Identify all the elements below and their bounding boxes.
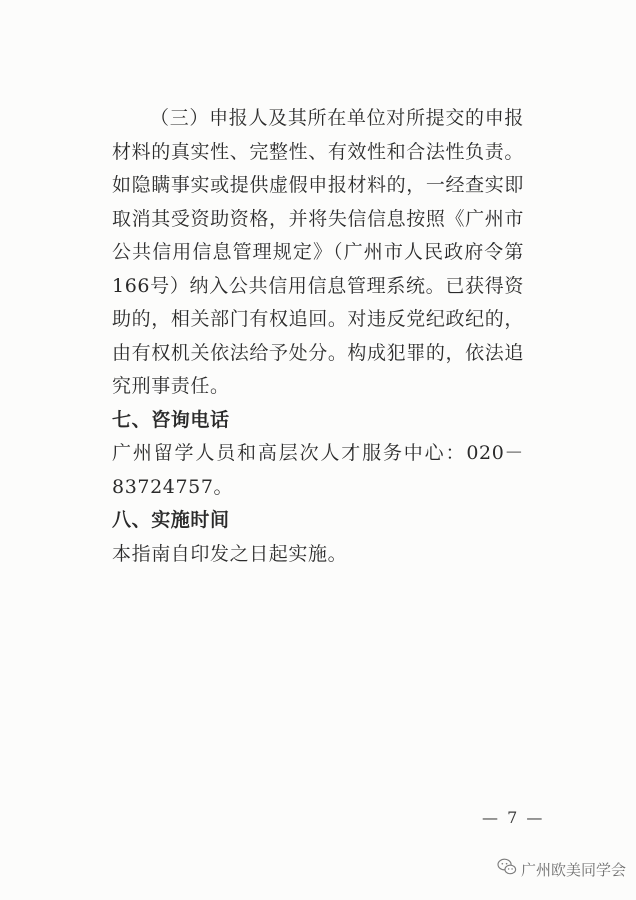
page-number: — 7 — [482,808,545,827]
document-body [112,102,524,571]
section-eight-text: 本指南自印发之日起实施。 [112,542,348,565]
watermark-text: 广州欧美同学会 [520,860,626,879]
section-seven-text: 广州留学人员和高层次人才服务中心：020－83724757。 [112,442,524,498]
paragraph-three: （三）申报人及其所在单位对所提交的申报材料的真实性、完整性、有效性和合法性负责。如隐瞒事实或提供虚假申报材料的，一经查实即取消其受资助资格，并将失信信息按照《广州市公共信用信息管理规定》（广州市人民政府令第166号）纳入公共信用信息管理系统。已获得资助的，相关部门有权追回。对违反党纪政纪的，由有权机关依法给予处分。构成犯罪的，依法追究刑事责任。 [112,107,524,397]
watermark [497,858,626,880]
wechat-icon [497,858,517,880]
section-eight-heading: 八、实施时间 [112,509,230,531]
section-seven-heading: 七、咨询电话 [112,408,230,431]
